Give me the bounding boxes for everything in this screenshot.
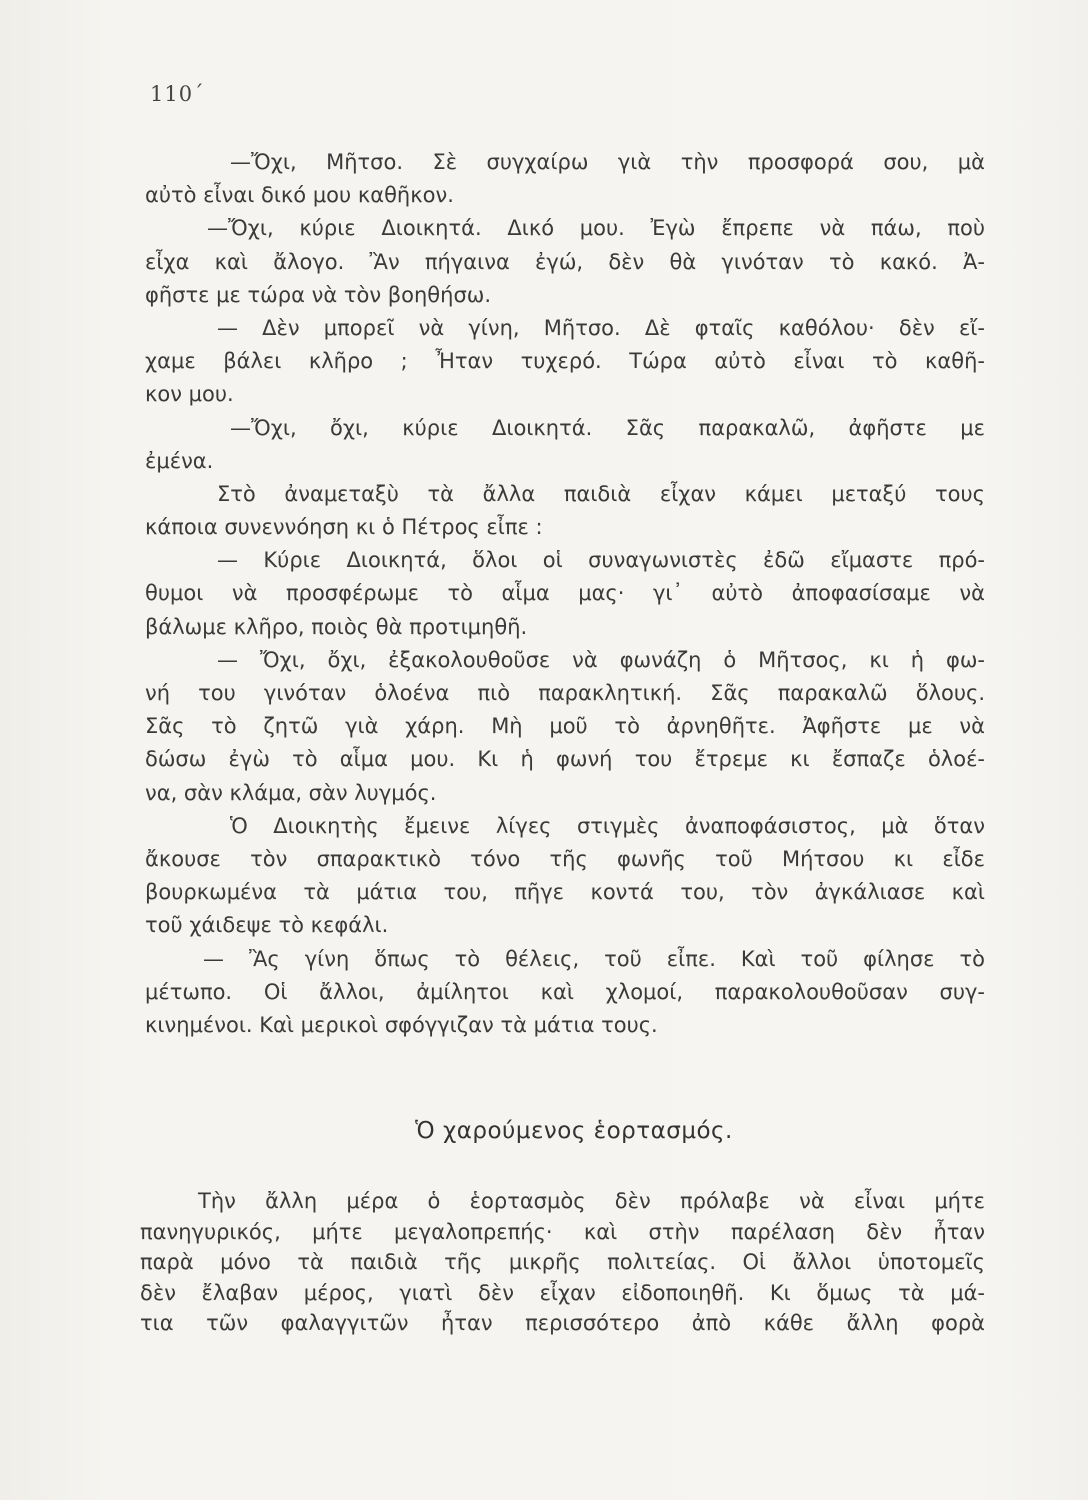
text-line: νή του γινόταν ὁλοένα πιὸ παρακλητική. Σᾶς παρακαλῶ ὅλους.: [145, 681, 985, 705]
text-line: κον μου.: [145, 382, 234, 407]
text-line: εἶχα καὶ ἄλογο. Ἂν πήγαινα ἐγώ, δὲν θὰ γινόταν τὸ κακό. Ἀ-: [145, 249, 985, 274]
text-line: Τὴν ἄλλη μέρα ὁ ἑορτασμὸς δὲν πρόλαβε νὰ εἶναι μήτε: [198, 1189, 985, 1213]
body-text-2: [140, 1186, 985, 1339]
text-line: τοῦ χάιδεψε τὸ κεφάλι.: [145, 913, 389, 938]
text-line: — Δὲν μπορεῖ νὰ γίνη, Μῆτσο. Δὲ φταῖς καθόλου· δὲν εἴ-: [217, 315, 985, 340]
text-line: παρὰ μόνο τὰ παιδιὰ τῆς μικρῆς πολιτείας. Οἱ ἄλλοι ὑποτομεῖς: [140, 1250, 985, 1274]
text-line: βουρκωμένα τὰ μάτια του, πῆγε κοντά του, τὸν ἀγκάλιασε καὶ: [145, 880, 985, 905]
text-line: —Ὄχι, ὄχι, κύριε Διοικητά. Σᾶς παρακαλῶ, ἀφῆστε με: [230, 415, 985, 440]
text-line: —Ὄχι, Μῆτσο. Σὲ συγχαίρω γιὰ τὴν προσφορά σου, μὰ: [230, 150, 985, 174]
text-line: θυμοι νὰ προσφέρωμε τὸ αἷμα μας· γι᾿ αὐτὸ ἀποφασίσαμε νὰ: [145, 581, 985, 606]
text-line: δὲν ἔλαβαν μέρος, γιατὶ δὲν εἶχαν εἰδοποιηθῆ. Κι ὅμως τὰ μά-: [140, 1280, 985, 1305]
text-line: ἐμένα.: [145, 448, 214, 473]
text-line: δώσω ἐγὼ τὸ αἷμα μου. Κι ἡ φωνή του ἔτρεμε κι ἔσπαζε ὁλοέ-: [145, 747, 985, 772]
text-line: να, σὰν κλάμα, σὰν λυγμός.: [145, 780, 437, 805]
text-line: βάλωμε κλῆρο, ποιὸς θὰ προτιμηθῆ.: [145, 614, 528, 639]
text-line: κινημένοι. Καὶ μερικοὶ σφόγγιζαν τὰ μάτια τους.: [145, 1012, 658, 1037]
text-line: πανηγυρικός, μήτε μεγαλοπρεπής· καὶ στὴν παρέλαση δὲν ἦταν: [140, 1219, 985, 1244]
text-line: Σᾶς τὸ ζητῶ γιὰ χάρη. Μὴ μοῦ τὸ ἀρνηθῆτε. Ἀφῆστε με νὰ: [145, 714, 985, 739]
text-line: χαμε βάλει κλῆρο ; Ἦταν τυχερό. Τώρα αὐτὸ εἶναι τὸ καθῆ-: [145, 349, 985, 374]
text-line: —Ὄχι, κύριε Διοικητά. Δικό μου. Ἐγὼ ἔπρεπε νὰ πάω, ποὺ: [207, 216, 985, 241]
page-number: 110΄: [150, 82, 205, 106]
text-line: μέτωπο. Οἱ ἄλλοι, ἀμίλητοι καὶ χλομοί, παρακολουθοῦσαν συγ-: [145, 979, 985, 1004]
body-text: [145, 146, 985, 1042]
section-heading: Ὁ χαρούμενος ἑορτασμός.: [415, 1118, 733, 1144]
text-line: ἄκουσε τὸν σπαρακτικὸ τόνο τῆς φωνῆς τοῦ Μήτσου κι εἶδε: [145, 846, 985, 871]
text-line: Ὁ Διοικητὴς ἔμεινε λίγες στιγμὲς ἀναποφάσιστος, μὰ ὅταν: [230, 813, 985, 838]
text-line: αὐτὸ εἶναι δικό μου καθῆκον.: [145, 183, 454, 208]
text-line: τια τῶν φαλαγγιτῶν ἦταν περισσότερο ἀπὸ κάθε ἄλλη φορὰ: [140, 1311, 985, 1335]
text-line: — Κύριε Διοικητά, ὅλοι οἱ συναγωνιστὲς ἐδῶ εἴμαστε πρό-: [217, 548, 985, 573]
text-line: κάποια συνεννόηση κι ὁ Πέτρος εἶπε :: [145, 515, 543, 540]
text-line: — Ἂς γίνη ὅπως τὸ θέλεις, τοῦ εἶπε. Καὶ τοῦ φίλησε τὸ: [203, 946, 985, 971]
text-line: φῆστε με τώρα νὰ τὸν βοηθήσω.: [145, 282, 492, 307]
text-line: — Ὄχι, ὄχι, ἐξακολουθοῦσε νὰ φωνάζη ὁ Μῆτσος, κι ἡ φω-: [217, 647, 985, 672]
text-line: Στὸ ἀναμεταξὺ τὰ ἄλλα παιδιὰ εἶχαν κάμει μεταξύ τους: [217, 481, 985, 506]
